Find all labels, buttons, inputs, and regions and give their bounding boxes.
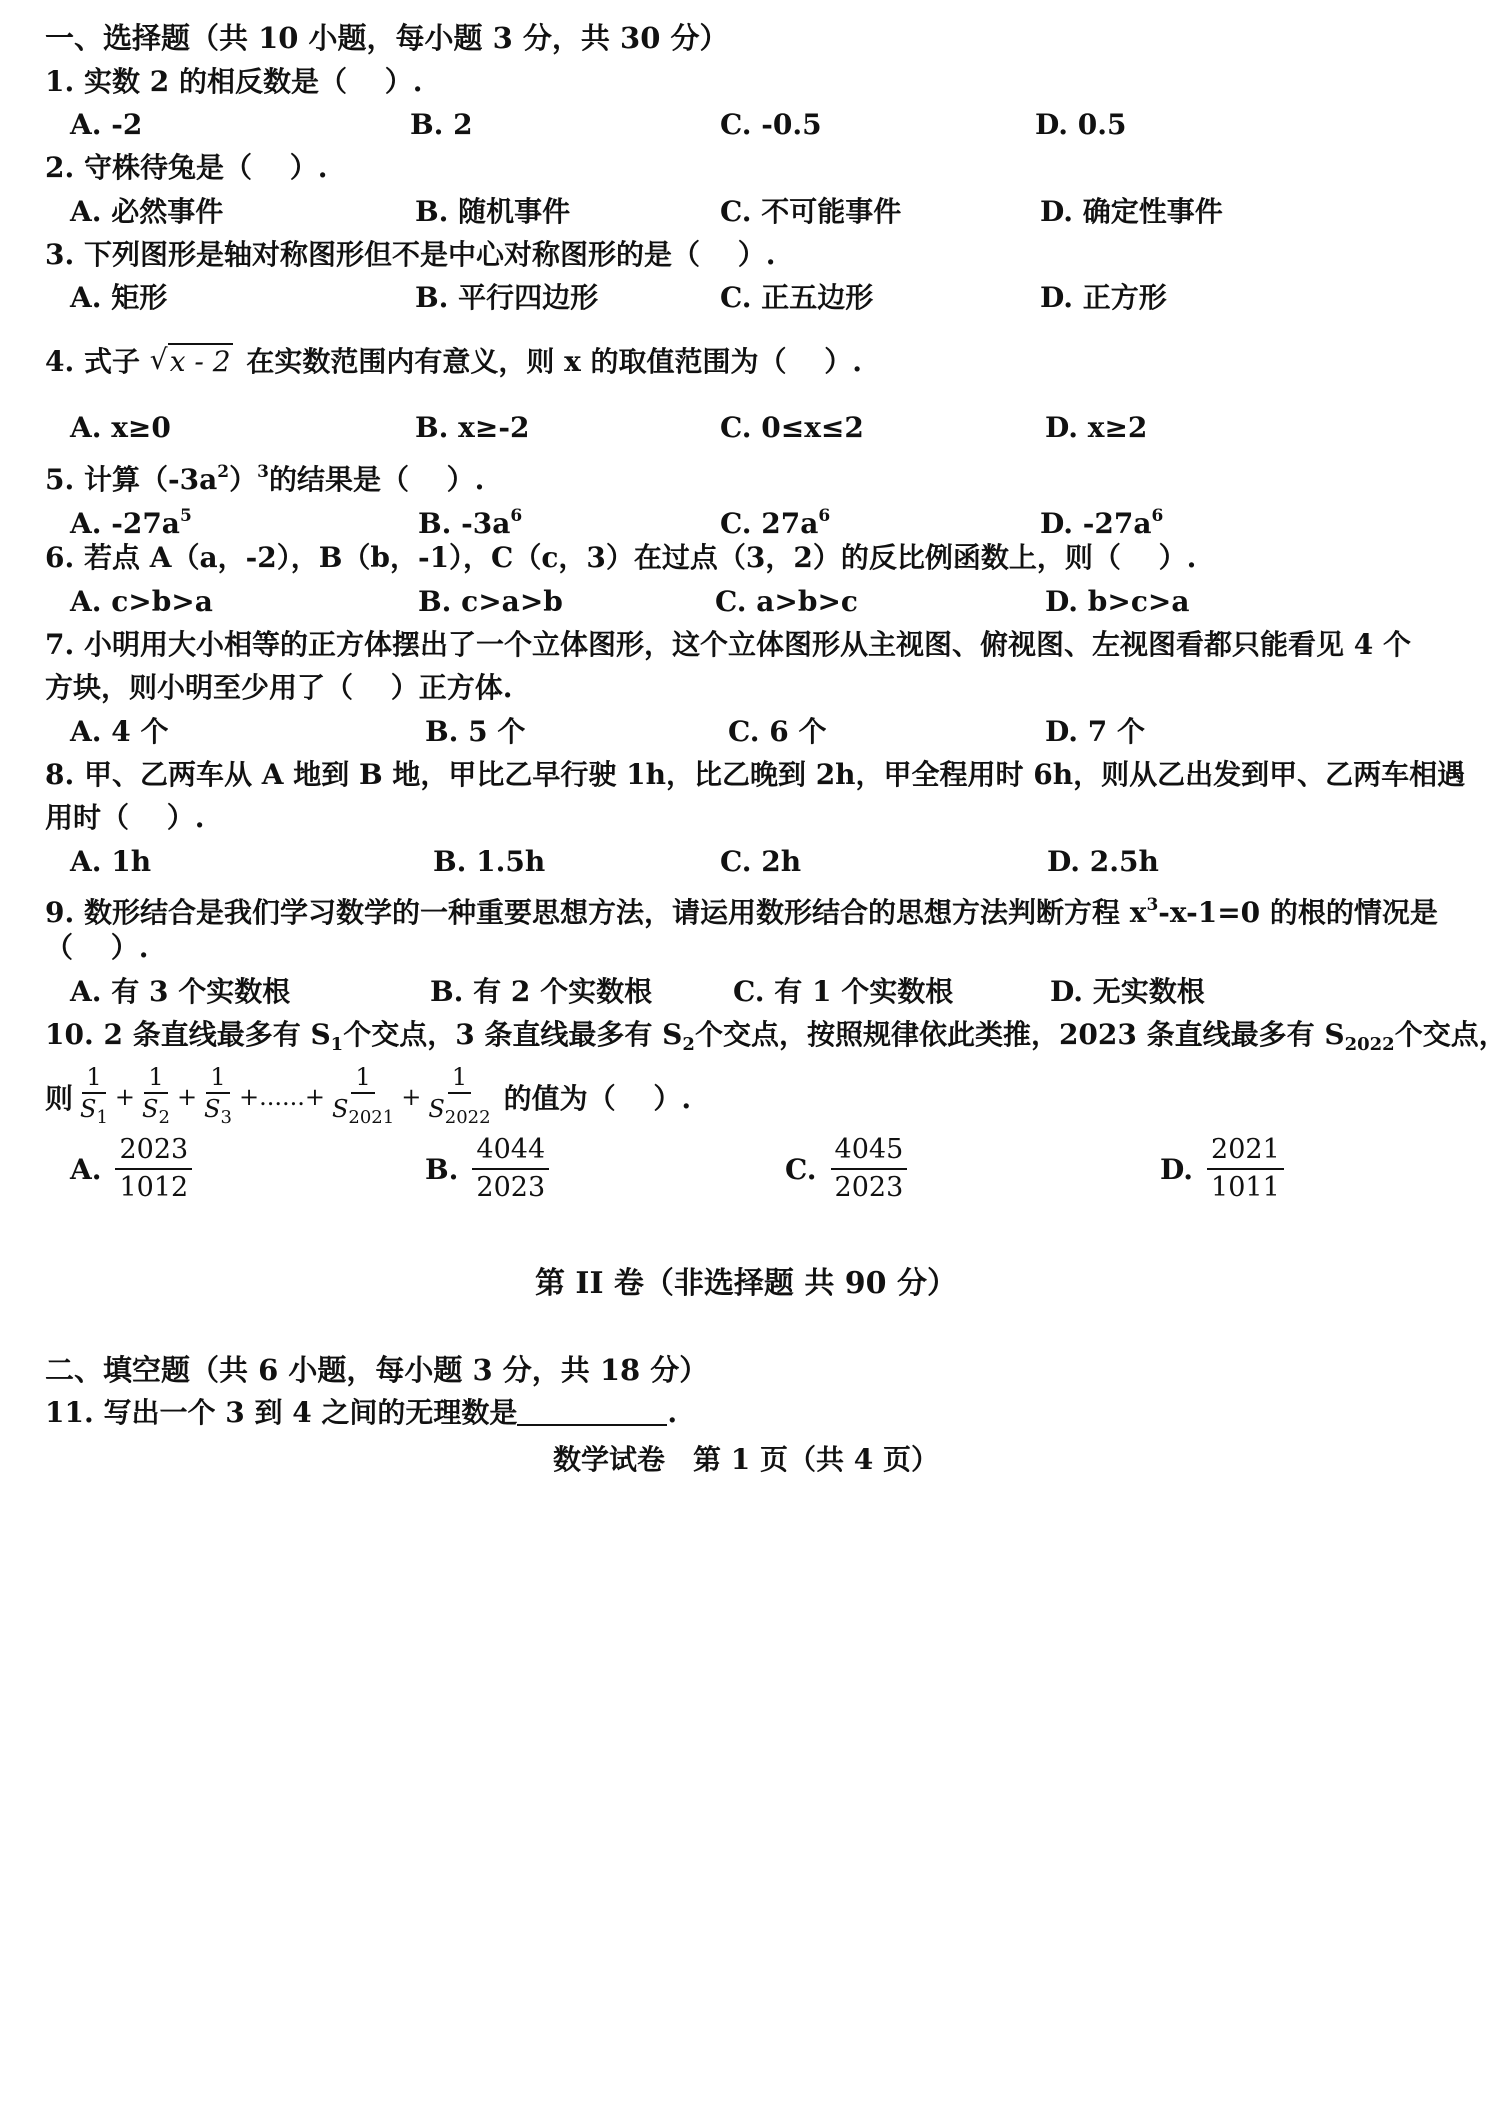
- fraction-1-s2021: $\frac{1}{S_{2021}}$: [331, 1062, 395, 1128]
- fraction-1-s2022: $\frac{1}{S_{2022}}$: [428, 1062, 491, 1128]
- q5-stem: [45, 452, 1450, 500]
- q10-option-b: B. $\frac{4044}{2023}$: [425, 1132, 552, 1206]
- radical-icon: √: [149, 343, 168, 376]
- q9-exponent: 3: [1146, 895, 1159, 915]
- q4-option-d: D. x≥2: [1045, 411, 1148, 444]
- q2-stem: 2. 守株待兔是（ ）.: [45, 151, 328, 184]
- q7-option-a: A. 4 个: [70, 715, 169, 748]
- q7-stem-line1: 7. 小明用大小相等的正方体摆出了一个立体图形，这个立体图形从主视图、俯视图、左视图看都只能看见 4 个: [45, 628, 1411, 661]
- q5-option-a: A. $-27a^5$: [70, 506, 192, 540]
- answer-blank[interactable]: [517, 1396, 667, 1426]
- q7-option-d: D. 7 个: [1045, 715, 1146, 748]
- q3-stem: 3. 下列图形是轴对称图形但不是中心对称图形的是（ ）.: [45, 238, 776, 271]
- q6-option-a: A. c>b>a: [70, 585, 213, 618]
- q2-option-b: B. 随机事件: [415, 195, 571, 228]
- q10-stem-line1: 10. 2 条直线最多有 $S_1$个交点，3 条直线最多有 $S_2$个交点，按照规律依此类推，2023 条直线最多有 $S_{2022}$个交点，: [45, 1018, 1507, 1055]
- q2-option-a: A. 必然事件: [70, 195, 224, 228]
- q1-option-c: C. -0.5: [720, 108, 822, 141]
- q5-stem-part-a: 5. 计算（-3a: [45, 463, 218, 496]
- q10-prefix: 则: [45, 1082, 74, 1115]
- q3-option-b: B. 平行四边形: [415, 281, 599, 314]
- q9-stem-line1: [45, 885, 1450, 933]
- q4-suffix: 在实数范围内有意义，则 x 的取值范围为（ ）.: [246, 345, 863, 378]
- q10-option-a: A. $\frac{2023}{1012}$: [70, 1132, 195, 1206]
- q8-option-c: C. 2h: [720, 845, 802, 878]
- q9-stem-part-a: 9. 数形结合是我们学习数学的一种重要思想方法，请运用数形结合的思想方法判断方程 x: [45, 896, 1147, 929]
- q11-stem: 11. 写出一个 3 到 4 之间的无理数是 .: [45, 1396, 678, 1429]
- q5-stem-part-c: 的结果是（ ）.: [268, 463, 485, 496]
- q4-radicand: x - 2: [169, 345, 231, 378]
- q4-option-b: B. x≥-2: [415, 411, 530, 444]
- q5-option-b: B. $-3a^6$: [418, 506, 523, 540]
- q8-option-b: B. 1.5h: [433, 845, 546, 878]
- q9-option-b: B. 有 2 个实数根: [430, 975, 653, 1008]
- q6-option-c: C. a>b>c: [715, 585, 858, 618]
- q6-option-b: B. c>a>b: [418, 585, 563, 618]
- q9-option-c: C. 有 1 个实数根: [733, 975, 954, 1008]
- q4-stem: [45, 342, 1450, 382]
- q3-option-c: C. 正五边形: [720, 281, 874, 314]
- q5-option-c: C. $27a^6$: [720, 506, 831, 540]
- section1-heading: 一、选择题（共 10 小题，每小题 3 分，共 30 分）: [45, 21, 729, 55]
- q4-option-c: C. 0≤x≤2: [720, 411, 864, 444]
- q10-option-c: C. $\frac{4045}{2023}$: [785, 1132, 910, 1206]
- q9-stem-line2: （ ）.: [45, 931, 149, 964]
- q1-option-a: A. -2: [70, 108, 143, 141]
- q1-option-d: D. 0.5: [1035, 108, 1127, 141]
- q5-option-d: D. $-27a^6$: [1040, 506, 1164, 540]
- q10-option-d: D. $\frac{2021}{1011}$: [1160, 1132, 1287, 1206]
- q5-exponent-inner: 2: [217, 462, 230, 482]
- q8-option-a: A. 1h: [70, 845, 152, 878]
- q6-option-d: D. b>c>a: [1045, 585, 1190, 618]
- ellipsis-plus: +......+: [238, 1083, 325, 1111]
- page-footer: 数学试卷 第 1 页（共 4 页）: [553, 1443, 939, 1476]
- q6-stem: 6. 若点 A（a，-2），B（b，-1），C（c，3）在过点（3，2）的反比例函数上，则（ ）.: [45, 541, 1197, 574]
- q7-stem-line2: 方块，则小明至少用了（ ）正方体.: [45, 671, 513, 704]
- q9-option-a: A. 有 3 个实数根: [70, 975, 291, 1008]
- q7-option-c: C. 6 个: [728, 715, 827, 748]
- q4-option-a: A. x≥0: [70, 411, 171, 444]
- fraction-1-s2: $\frac{1}{S_2}$: [142, 1062, 170, 1128]
- q5-stem-part-b: ）: [229, 463, 258, 496]
- q2-option-c: C. 不可能事件: [720, 195, 902, 228]
- q5-exponent-outer: 3: [257, 462, 269, 482]
- fraction-1-s3: $\frac{1}{S_3}$: [204, 1062, 232, 1128]
- q1-option-b: B. 2: [410, 108, 473, 141]
- sqrt-expression: [150, 342, 233, 382]
- q3-option-a: A. 矩形: [70, 281, 168, 314]
- q4-prefix: 4. 式子: [45, 345, 140, 378]
- q1-stem: 1. 实数 2 的相反数是（ ）.: [45, 65, 423, 98]
- part2-title: 第 II 卷（非选择题 共 90 分）: [534, 1266, 958, 1301]
- q9-stem-part-b: -x-1=0 的根的情况是: [1158, 896, 1438, 929]
- q10-stem-line2: 则 $\frac{1}{S_1}$ + $\frac{1}{S_2}$ + $\frac{1}{S_3}$ +......+ $\frac{1}{S_{2021}}$ + $\frac{1}{S_{2022}}$ 的值为（ ）.: [45, 1052, 691, 1142]
- fraction-1-s1: $\frac{1}{S_1}$: [80, 1062, 108, 1128]
- q8-stem-line1: 8. 甲、乙两车从 A 地到 B 地，甲比乙早行驶 1h，比乙晚到 2h，甲全程用时 6h，则从乙出发到甲、乙两车相遇: [45, 758, 1466, 791]
- q7-option-b: B. 5 个: [425, 715, 526, 748]
- q10-suffix: 的值为（ ）.: [503, 1082, 692, 1115]
- q2-option-d: D. 确定性事件: [1040, 195, 1223, 228]
- q8-stem-line2: 用时（ ）.: [45, 801, 205, 834]
- section2-heading: 二、填空题（共 6 小题，每小题 3 分，共 18 分）: [45, 1353, 709, 1387]
- q9-option-d: D. 无实数根: [1050, 975, 1205, 1008]
- q8-option-d: D. 2.5h: [1047, 845, 1159, 878]
- q3-option-d: D. 正方形: [1040, 281, 1167, 314]
